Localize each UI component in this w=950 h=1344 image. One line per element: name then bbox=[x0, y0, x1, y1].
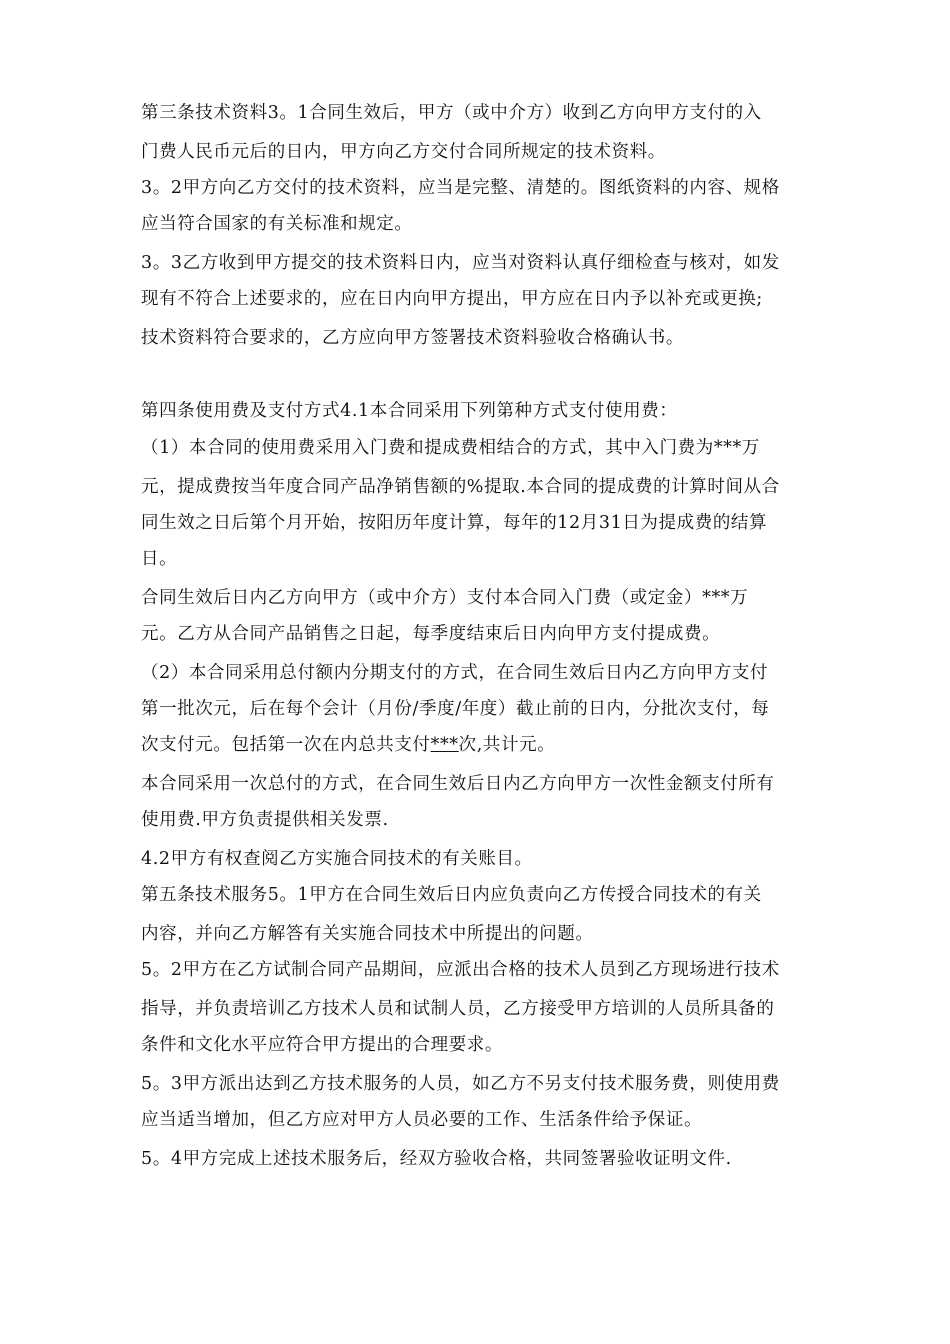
text-line-payment bbox=[141, 733, 555, 757]
text-line: 门费人民币元后的日内，甲方向乙方交付合同所规定的技术资料。 bbox=[141, 142, 666, 162]
text-line: 应当适当增加，但乙方应对甲方人员必要的工作、生活条件给予保证。 bbox=[141, 1110, 703, 1130]
text-segment: 次,共计元。 bbox=[458, 735, 556, 755]
text-line: 第三条技术资料3。1合同生效后，甲方（或中介方）收到乙方向甲方支付的入 bbox=[141, 103, 762, 123]
text-line: （1）本合同的使用费采用入门费和提成费相结合的方式，其中入门费为***万 bbox=[141, 438, 760, 458]
text-line: 5。2甲方在乙方试制合同产品期间，应派出合格的技术人员到乙方现场进行技术 bbox=[141, 960, 780, 980]
text-line: 日。 bbox=[141, 549, 178, 569]
text-line: 3。3乙方收到甲方提交的技术资料日内，应当对资料认真仔细检查与核对，如发 bbox=[141, 253, 780, 273]
text-line: 合同生效后日内乙方向甲方（或中介方）支付本合同入门费（或定金）***万 bbox=[141, 588, 749, 608]
text-line: 技术资料符合要求的，乙方应向甲方签署技术资料验收合格确认书。 bbox=[141, 328, 684, 348]
text-line: 5。4甲方完成上述技术服务后，经双方验收合格，共同签署验收证明文件. bbox=[141, 1149, 732, 1169]
text-line: 同生效之日后第个月开始，按阳历年度计算，每年的12月31日为提成费的结算 bbox=[141, 513, 768, 533]
text-line: 第五条技术服务5。1甲方在合同生效后日内应负责向乙方传授合同技术的有关 bbox=[141, 885, 762, 905]
underlined-placeholder: *** bbox=[430, 735, 459, 755]
text-segment: 次支付元。包括第一次在内总共支付 bbox=[141, 735, 431, 755]
text-line: 元。乙方从合同产品销售之日起，每季度结束后日内向甲方支付提成费。 bbox=[141, 624, 721, 644]
text-line: 指导，并负责培训乙方技术人员和试制人员，乙方接受甲方培训的人员所具备的 bbox=[141, 999, 775, 1019]
text-line: 内容，并向乙方解答有关实施合同技术中所提出的问题。 bbox=[141, 924, 594, 944]
text-line: 应当符合国家的有关标准和规定。 bbox=[141, 214, 413, 234]
text-line: 条件和文化水平应符合甲方提出的合理要求。 bbox=[141, 1035, 503, 1055]
text-line: 第四条使用费及支付方式4.1本合同采用下列第种方式支付使用费： bbox=[141, 401, 678, 421]
text-line: （2）本合同采用总付额内分期支付的方式，在合同生效后日内乙方向甲方支付 bbox=[141, 663, 769, 683]
text-line: 5。3甲方派出达到乙方技术服务的人员，如乙方不另支付技术服务费，则使用费 bbox=[141, 1074, 780, 1094]
text-line: 现有不符合上述要求的，应在日内向甲方提出，甲方应在日内予以补充或更换; bbox=[141, 289, 763, 309]
text-line: 使用费.甲方负责提供相关发票. bbox=[141, 810, 389, 830]
text-line: 元，提成费按当年度合同产品净销售额的%提取.本合同的提成费的计算时间从合 bbox=[141, 477, 780, 497]
text-line: 第一批次元，后在每个会计（月份/季度/年度）截止前的日内，分批次支付，每 bbox=[141, 699, 770, 719]
text-line: 本合同采用一次总付的方式，在合同生效后日内乙方向甲方一次性金额支付所有 bbox=[141, 774, 775, 794]
text-line: 4.2甲方有权查阅乙方实施合同技术的有关账目。 bbox=[141, 849, 533, 869]
text-line: 3。2甲方向乙方交付的技术资料，应当是完整、清楚的。图纸资料的内容、规格 bbox=[141, 178, 780, 198]
